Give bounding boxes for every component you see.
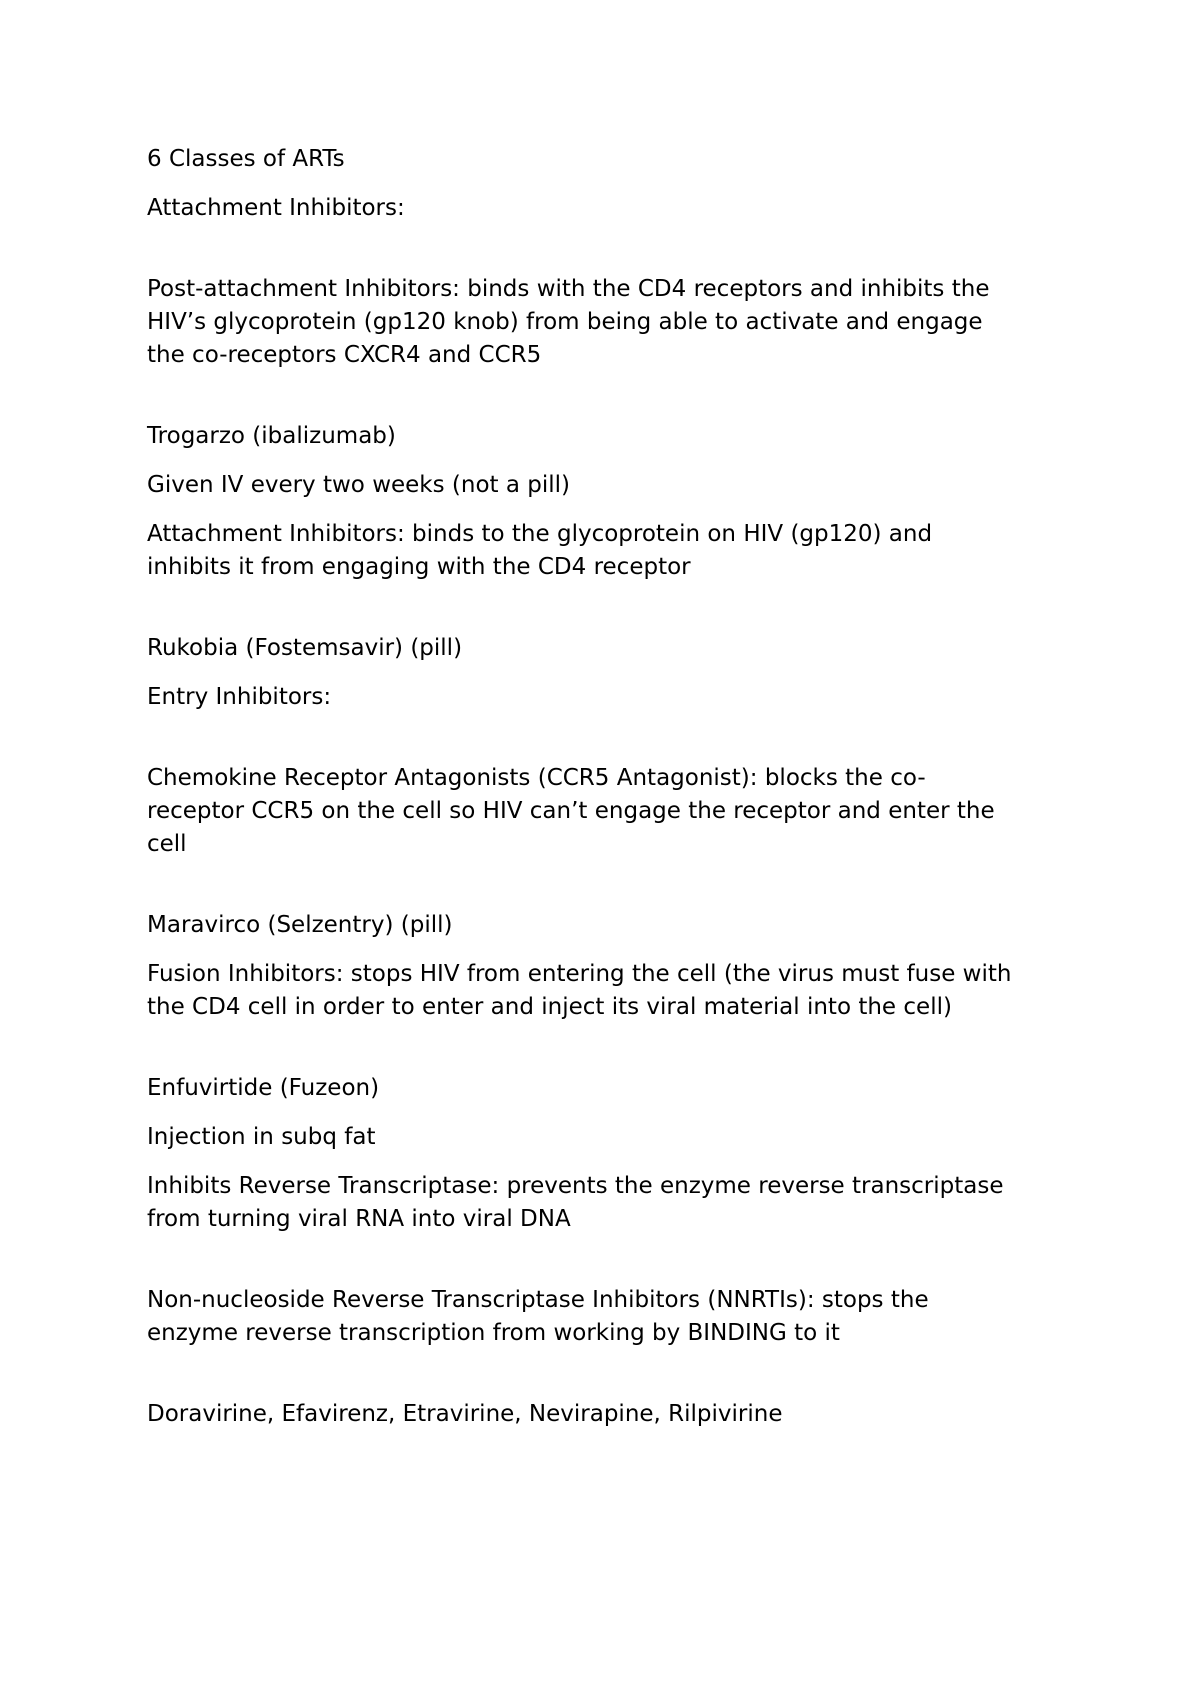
drug-list-nnrtis <box>147 1398 1077 1431</box>
document-title <box>147 143 1077 176</box>
text-line: inhibits it from engaging with the CD4 receptor <box>147 554 691 580</box>
text-line: Maravirco (Selzentry) (pill) <box>147 912 453 938</box>
text-line: the CD4 cell in order to enter and inject its viral material into the cell) <box>147 994 952 1020</box>
text-line: Attachment Inhibitors: binds to the glycoprotein on HIV (gp120) and <box>147 521 933 547</box>
text-line: Trogarzo (ibalizumab) <box>147 423 396 449</box>
drug-maravirco <box>147 909 1077 942</box>
text-line: Chemokine Receptor Antagonists (CCR5 Antagonist): blocks the co- <box>147 765 926 791</box>
text-line: enzyme reverse transcription from working by BINDING to it <box>147 1320 840 1346</box>
text-line: Inhibits Reverse Transcriptase: prevents the enzyme reverse transcriptase <box>147 1173 1004 1199</box>
text-line: HIV’s glycoprotein (gp120 knob) from being able to activate and engage <box>147 309 983 335</box>
text-line: Post-attachment Inhibitors: binds with the CD4 receptors and inhibits the <box>147 276 990 302</box>
note-given-iv <box>147 469 1077 502</box>
paragraph-nnrtis <box>147 1284 1077 1350</box>
text-line: Entry Inhibitors: <box>147 684 332 710</box>
paragraph-attachment-inhibitors <box>147 518 1077 584</box>
text-line: Fusion Inhibitors: stops HIV from entering the cell (the virus must fuse with <box>147 961 1012 987</box>
text-line: Injection in subq fat <box>147 1124 376 1150</box>
text-line: Given IV every two weeks (not a pill) <box>147 472 571 498</box>
text-line: the co-receptors CXCR4 and CCR5 <box>147 342 542 368</box>
text-line: Doravirine, Efavirenz, Etravirine, Nevirapine, Rilpivirine <box>147 1401 783 1427</box>
paragraph-fusion-inhibitors <box>147 958 1077 1024</box>
text-line: 6 Classes of ARTs <box>147 146 345 172</box>
text-line: Enfuvirtide (Fuzeon) <box>147 1075 380 1101</box>
drug-trogarzo <box>147 420 1077 453</box>
text-line: cell <box>147 831 187 857</box>
note-injection <box>147 1121 1077 1154</box>
drug-rukobia <box>147 632 1077 665</box>
paragraph-reverse-transcriptase <box>147 1170 1077 1236</box>
text-line: Attachment Inhibitors: <box>147 195 405 221</box>
text-line: receptor CCR5 on the cell so HIV can’t engage the receptor and enter the <box>147 798 995 824</box>
text-line: Non-nucleoside Reverse Transcriptase Inhibitors (NNRTIs): stops the <box>147 1287 929 1313</box>
paragraph-ccr5-antagonists <box>147 762 1077 861</box>
section-heading-entry-inhibitors <box>147 681 1077 714</box>
drug-enfuvirtide <box>147 1072 1077 1105</box>
document-page <box>147 143 1077 1447</box>
section-heading-attachment-inhibitors <box>147 192 1077 225</box>
text-line: from turning viral RNA into viral DNA <box>147 1206 571 1232</box>
paragraph-post-attachment-inhibitors <box>147 273 1077 372</box>
text-line: Rukobia (Fostemsavir) (pill) <box>147 635 463 661</box>
